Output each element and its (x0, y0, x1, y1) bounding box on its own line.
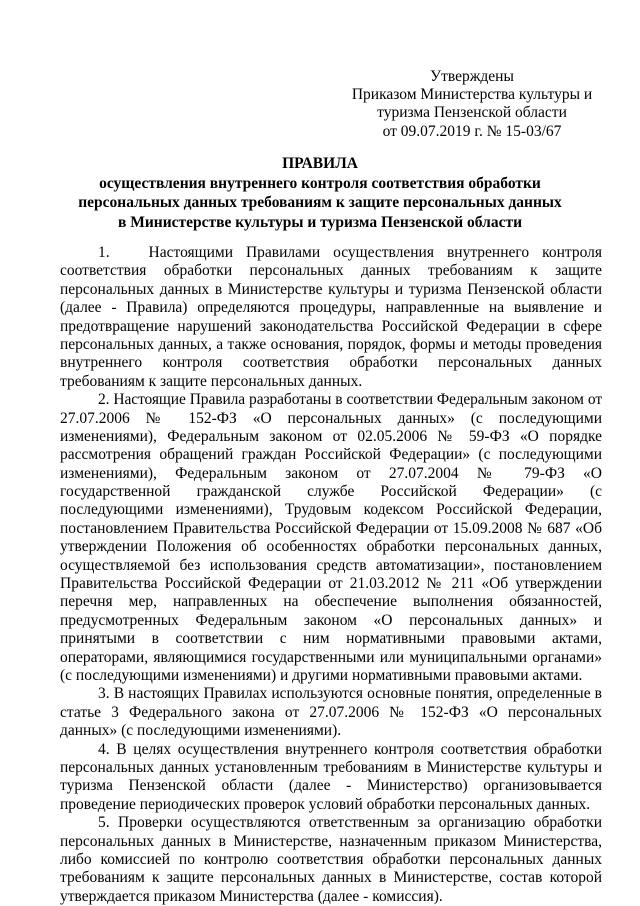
text-line: персональных данных, а также основания, порядок, формы и методы проведения (60, 335, 602, 353)
approval-line: Приказом Министерства культуры и (351, 86, 593, 104)
text-line: (далее - Правила) определяются процедуры, направленные на выявление и (60, 299, 602, 317)
text-line: Правительства Российской Федерации от 21.03.2012 № 211 «Об утверждении (60, 575, 602, 593)
text-line: проведение периодических проверок условий обработки персональных данных. (60, 795, 591, 813)
paragraph-2 (60, 391, 602, 685)
text-line: персональных данных в Министерстве, назначенным приказом Министерства, (60, 832, 602, 850)
paragraph-4 (60, 741, 602, 815)
text-line: статье 3 Федерального закона от 27.07.2006 № 152-ФЗ «О персональных (60, 703, 602, 721)
text-line: рассмотрения обращений граждан Российской Федерации» (с последующими (60, 446, 602, 464)
document-title (0, 154, 640, 232)
document-body (60, 244, 602, 906)
paragraph-5 (60, 814, 602, 906)
text-line: 2. Настоящие Правила разработаны в соответствии Федеральным законом от (98, 391, 602, 409)
text-line: последующими изменениями), Трудовым кодексом Российской Федерации, (60, 501, 602, 519)
text-line: либо комиссией по контролю соответствия обработки персональных данных (60, 850, 602, 868)
text-line: принятыми в соответствии с ним нормативными правовыми актами, (60, 630, 602, 648)
text-line: изменениями), Федеральным законом от 27.07.2004 № 79-ФЗ «О (60, 464, 602, 482)
text-line: осуществляемой без использования средств автоматизации», постановлением (60, 556, 602, 574)
text-line: постановлением Правительства Российской Федерации от 15.09.2008 № 687 «Об (60, 519, 602, 537)
text-line: внутреннего контроля соответствия обработки персональных данных (60, 354, 602, 372)
text-line: требованиям к защите персональных данных. (60, 372, 363, 390)
text-line: требованиям к защите персональных данных в Министерстве, состав которой (60, 869, 602, 887)
text-line: (с последующими изменениями) и другими нормативными правовыми актами. (60, 666, 583, 684)
text-line: данных» (с последующими изменениями). (60, 722, 342, 740)
text-line: изменениями), Федеральным законом от 02.05.2006 № 59-ФЗ «О порядке (60, 427, 602, 445)
text-line: соответствия обработки персональных данных требованиям к защите (60, 262, 602, 280)
paragraph-3 (60, 685, 602, 740)
text-line: 27.07.2006 № 152-ФЗ «О персональных данных» (с последующими (60, 409, 602, 427)
title-subtitle-line: осуществления внутреннего контроля соответствия обработки (99, 174, 541, 192)
text-line: предусмотренных Федеральным законом «О персональных данных» и (60, 611, 602, 629)
approval-line: туризма Пензенской области (377, 104, 567, 122)
text-line: 3. В настоящих Правилах используются основные понятия, определенные в (98, 685, 602, 703)
text-line: государственной гражданской службе Российской Федерации» (с (60, 483, 602, 501)
text-line: 4. В целях осуществления внутреннего контроля соответствия обработки (98, 740, 602, 758)
text-line: утверждается приказом Министерства (далее - комиссия). (60, 887, 443, 905)
text-line: операторами, являющимися государственными или муниципальными органами» (60, 648, 602, 666)
text-line: персональных данных установленным требованиям в Министерстве культуры и (60, 758, 602, 776)
title-heading: ПРАВИЛА (282, 155, 358, 172)
approval-stamp (342, 68, 602, 141)
title-subtitle-line: персональных данных требованиям к защите персональных данных (78, 194, 562, 211)
title-subtitle-line: в Министерстве культуры и туризма Пензенской области (117, 213, 523, 231)
text-line: утверждении Положения об особенностях обработки персональных данных, (60, 538, 602, 556)
text-line: 5. Проверки осуществляются ответственным за организацию обработки (98, 814, 602, 832)
paragraph-1 (60, 244, 602, 391)
text-line: 1. Настоящими Правилами осуществления внутреннего контроля (98, 244, 602, 261)
text-line: предотвращение нарушений законодательства Российской Федерации в сфере (60, 317, 602, 335)
approval-line: Утверждены (430, 68, 514, 85)
text-line: перечня мер, направленных на обеспечение выполнения обязанностей, (60, 593, 602, 611)
text-line: туризма Пензенской области (далее - Министерство) организовывается (60, 777, 602, 795)
approval-line: от 09.07.2019 г. № 15-03/67 (382, 122, 562, 140)
text-line: персональных данных в Министерстве культуры и туризма Пензенской области (60, 280, 602, 298)
